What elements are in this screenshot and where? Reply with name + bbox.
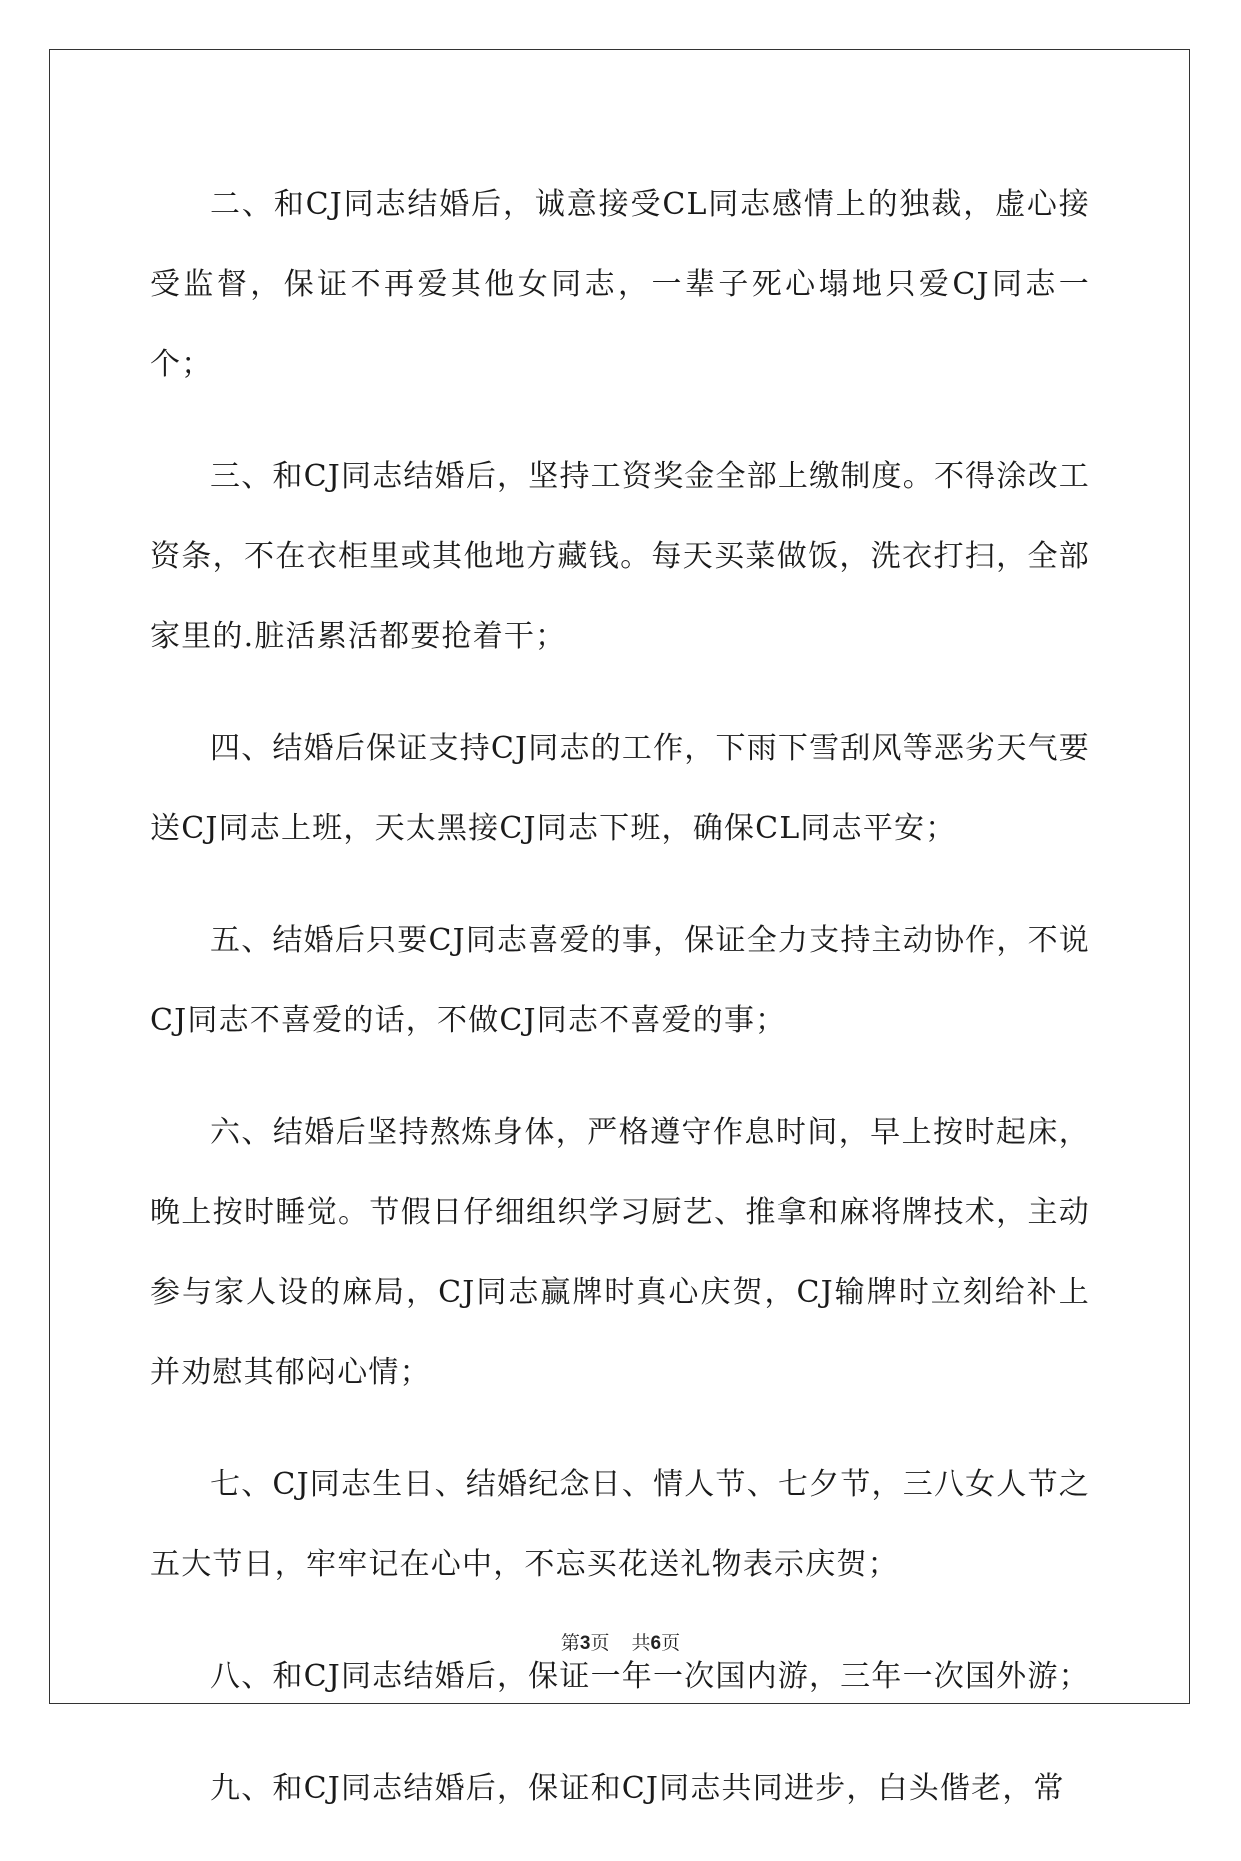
paragraph-item-4: 四、结婚后保证支持CJ同志的工作，下雨下雪刮风等恶劣天气要送CJ同志上班，天太黑接CJ同志下班，确保CL同志平安； [150, 731, 1090, 846]
total-prefix: 共 [631, 1632, 651, 1654]
paragraph-item-6: 六、结婚后坚持熬炼身体，严格遵守作息时间，早上按时起床，晚上按时睡觉。节假日仔细组织学习厨艺、推拿和麻将牌技术，主动参与家人设的麻局，CJ同志赢牌时真心庆贺，CJ输牌时立刻给补上并劝慰其郁闷心情； [150, 1115, 1090, 1390]
total-suffix: 页 [661, 1632, 681, 1654]
paragraph-item-7: 七、CJ同志生日、结婚纪念日、情人节、七夕节，三八女人节之五大节日，牢牢记在心中，不忘买花送礼物表示庆贺； [150, 1467, 1090, 1582]
page-suffix: 页 [590, 1632, 610, 1654]
total-page-number: 6 [650, 1633, 662, 1654]
paragraph-item-2: 二、和CJ同志结婚后，诚意接受CL同志感情上的独裁，虚心接受监督，保证不再爱其他女同志，一辈子死心塌地只爱CJ同志一个； [150, 187, 1090, 382]
paragraph-item-8: 八、和CJ同志结婚后，保证一年一次国内游，三年一次国外游； [210, 1659, 1090, 1694]
current-page-number: 3 [579, 1633, 591, 1654]
paragraph-item-5: 五、结婚后只要CJ同志喜爱的事，保证全力支持主动协作，不说CJ同志不喜爱的话，不做CJ同志不喜爱的事； [150, 923, 1090, 1038]
document-body [150, 165, 1090, 1861]
page-prefix: 第 [560, 1632, 580, 1654]
paragraph-item-9: 九、和CJ同志结婚后，保证和CJ同志共同进步，白头偕老，常 [210, 1771, 1065, 1806]
paragraph-item-3: 三、和CJ同志结婚后，坚持工资奖金全部上缴制度。不得涂改工资条，不在衣柜里或其他地方藏钱。每天买菜做饭，洗衣打扫，全部家里的.脏活累活都要抢着干； [150, 459, 1090, 654]
page-footer [0, 1628, 1241, 1655]
